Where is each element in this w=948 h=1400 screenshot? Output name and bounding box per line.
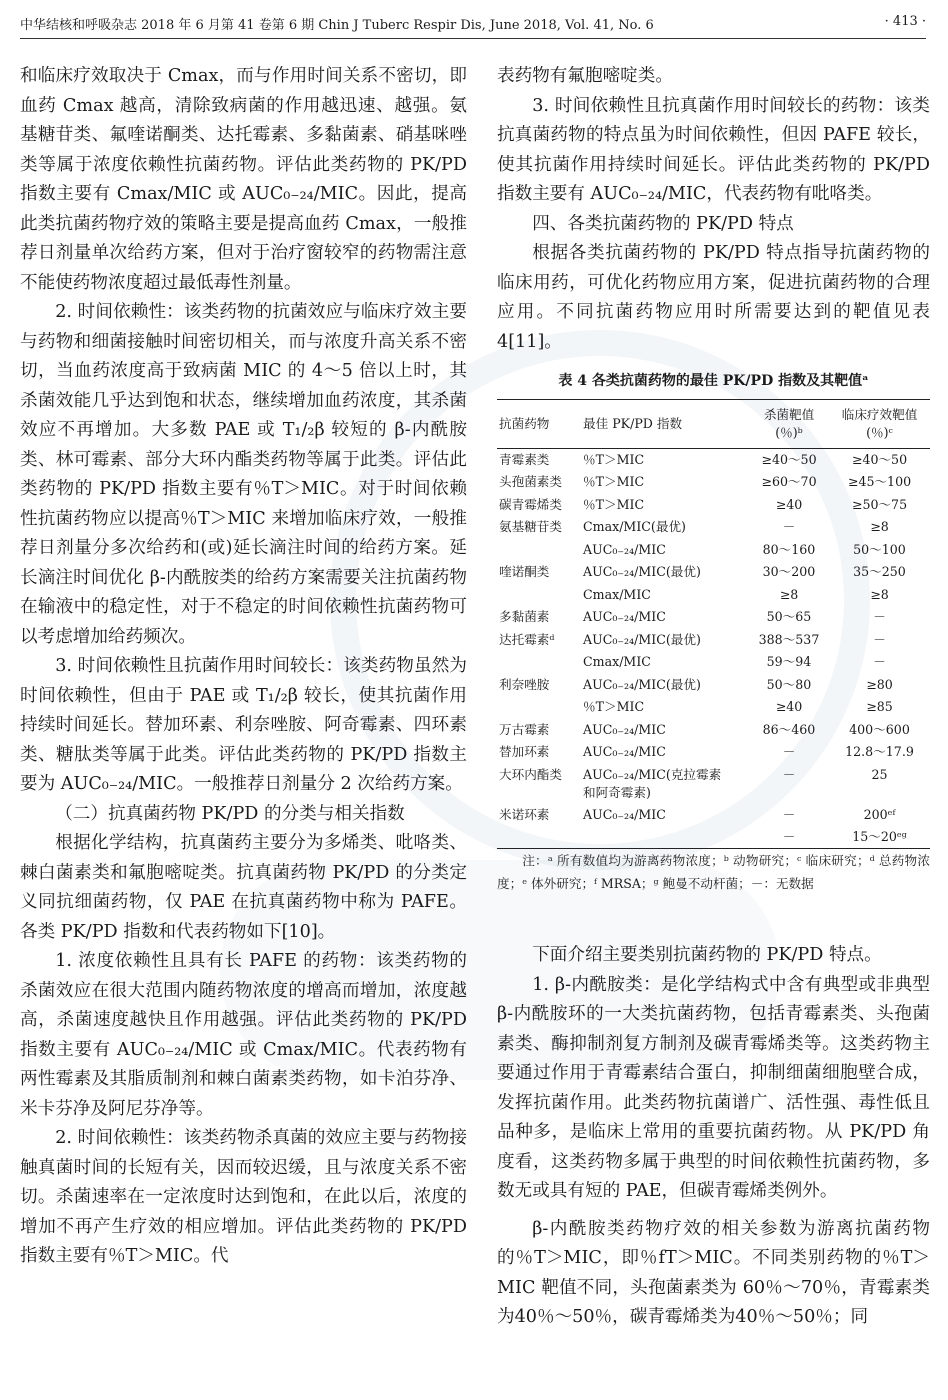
cell-index: AUC₀₋₂₄/MIC: [583, 721, 666, 737]
cell-drug: 氨基糖苷类: [499, 519, 562, 534]
cell-drug: 替加环素: [499, 744, 550, 759]
table-row: [497, 629, 930, 652]
header-rule: [20, 38, 926, 39]
cell-drug: [497, 539, 581, 562]
cell-bactericidal: 30～200: [762, 564, 816, 579]
cell-bactericidal: 80～160: [762, 541, 816, 557]
cell-index: AUC₀₋₂₄/MIC(最优): [583, 564, 701, 579]
cell-clinical: 15～20ᵉᵍ: [852, 829, 907, 844]
cell-bactericidal: 50～80: [766, 676, 812, 692]
cell-clinical: －: [873, 654, 886, 669]
table-row: [497, 719, 930, 742]
table-row: [497, 606, 930, 629]
journal-citation: 中华结核和呼吸杂志 2018 年 6 月第 41 卷第 6 期 Chin J Tuberc Respir Dis, June 2018, Vol. 41, No. 6: [20, 18, 654, 33]
cell-index: Cmax/MIC: [583, 586, 651, 602]
cell-drug: [497, 584, 581, 607]
cell-index: Cmax/MIC(最优): [583, 519, 686, 534]
paragraph-beta-lactam-target: β-内酰胺类药物疗效的相关参数为游离抗菌药物的％T＞MIC，即％fT＞MIC。不同类别药物的％T＞MIC 靶值不同，头孢菌素类为 60％～70％，青霉素类为40％～50％，碳青霉烯类为40％～50％；同: [497, 1218, 930, 1327]
right-column: [497, 62, 930, 1333]
table-row: [497, 741, 930, 764]
cell-clinical: 12.8～17.9: [845, 744, 914, 759]
table-row: [497, 826, 930, 849]
table-header-drug: 抗菌药物: [499, 416, 550, 431]
table-header-row: [497, 400, 930, 449]
cell-bactericidal: ≥40: [775, 496, 803, 512]
table-header-bactericidal: 杀菌靶值 (％)ᵇ: [763, 407, 815, 440]
cell-bactericidal: 59～94: [766, 654, 812, 669]
cell-drug: 万古霉素: [499, 721, 550, 737]
table-row: [497, 696, 930, 719]
cell-clinical: ≥80: [866, 676, 893, 692]
cell-drug: 头孢菌素类: [499, 474, 562, 489]
cell-index: AUC₀₋₂₄/MIC: [583, 744, 666, 759]
cell-drug: 利奈唑胺: [499, 676, 550, 692]
section-heading-pkpd-features: 四、各类抗菌药物的 PK/PD 特点: [532, 213, 794, 234]
cell-drug: 青霉素类: [499, 452, 550, 467]
paragraph-pkpd-intro: 根据各类抗菌药物的 PK/PD 特点指导抗菌药物的临床用药，可优化药物应用方案，促进抗菌药物的合理应用。不同抗菌药物应用时所需要达到的靶值见表 4[11]。: [497, 243, 930, 352]
paragraph-antifungal-time-long: 3. 时间依赖性且抗真菌作用时间较长的药物：该类抗真菌药物的特点虽为时间依赖性，但因 PAFE 较长，使其抗菌作用持续时间延长。评估此类药物的 PK/PD 指数主要有 AUC₀₋₂₄/MIC，代表药物有吡咯类。: [497, 95, 930, 204]
cell-bactericidal: 50～65: [766, 609, 812, 624]
cell-bactericidal: ≥8: [779, 586, 799, 602]
cell-bactericidal: －: [782, 829, 796, 844]
paragraph-time-dependent: 2. 时间依赖性：该类药物的抗菌效应与临床疗效主要与药物和细菌接触时间密切相关，而与浓度升高关系不密切，当血药浓度高于致病菌 MIC 的 4～5 倍以上时，其杀菌效能几乎达到饱和状态，继续增加血药浓度，其杀菌效应不再增加。大多数 PAE 或 T₁/₂β 较短的 β-内酰胺类、林可霉素、部分大环内酯类药物等属于此类。评估此类药物的 PK/PD 指数主要有％T＞MIC。对于时间依赖性抗菌药物应以提高％T＞MIC 来增加临床疗效，一般推荐日剂量分多次给药和(或)延长滴注时间的给药方案。延长滴注时间优化 β-内酰胺类的给药方案需要关注抗菌药物在输液中的稳定性，对于不稳定的时间依赖性抗菌药物可以考虑增加给药频次。: [20, 302, 467, 647]
cell-clinical: －: [873, 609, 886, 624]
cell-bactericidal: ≥40～50: [761, 452, 817, 467]
cell-index: AUC₀₋₂₄/MIC: [583, 609, 666, 624]
table-row: [497, 674, 930, 697]
cell-bactericidal: ≥60～70: [761, 474, 817, 489]
paragraph-antifungal-time: 2. 时间依赖性：该类药物杀真菌的效应主要与药物接触真菌时间的长短有关，因而较迟缓，且与浓度关系不密切。杀菌速率在一定浓度时达到饱和，在此以后，浓度的增加不再产生疗效的相应增加。评估此类药物的 PK/PD 指数主要有％T＞MIC。代: [20, 1128, 467, 1266]
table-row: [497, 449, 930, 472]
cell-clinical: －: [873, 631, 886, 647]
cell-clinical: ≥50～75: [851, 496, 908, 512]
paragraph-continued: 表药物有氟胞嘧啶类。: [497, 66, 673, 86]
cell-drug: [497, 826, 581, 849]
cell-bactericidal: 86～460: [762, 721, 816, 737]
table-row: [497, 494, 930, 517]
cell-bactericidal: －: [782, 744, 796, 759]
cell-index: ％T＞MIC: [583, 496, 645, 512]
table-row: [497, 764, 930, 804]
cell-index: AUC₀₋₂₄/MIC(最优): [583, 631, 701, 647]
left-column: [20, 62, 467, 1272]
cell-index: AUC₀₋₂₄/MIC(克拉霉素 和阿奇霉素): [583, 766, 722, 800]
cell-index: Cmax/MIC: [583, 654, 651, 669]
cell-clinical: ≥45～100: [847, 474, 912, 489]
cell-clinical: 200ᵉᶠ: [863, 806, 896, 822]
table-row: [497, 584, 930, 607]
cell-clinical: 35～250: [853, 564, 906, 579]
cell-index: ％T＞MIC: [583, 452, 645, 467]
table-caption: 表 4 各类抗菌药物的最佳 PK/PD 指数及其靶值ᵃ: [558, 373, 869, 389]
paragraph-antifungal-concentration: 1. 浓度依赖性且具有长 PAFE 的药物：该类药物的杀菌效应在很大范围内随药物浓度的增高而增加，浓度越高，杀菌速度越快且作用越强。评估此类药物的 PK/PD 指数主要有 AUC₀₋₂₄/MIC 或 Cmax/MIC。代表药物有两性霉素及其脂质制剂和棘白菌素类药物，如卡泊芬净、米卡芬净及阿尼芬净等。: [20, 951, 467, 1119]
cell-drug: 米诺环素: [499, 806, 550, 822]
table-header-index: 最佳 PK/PD 指数: [583, 416, 683, 431]
cell-clinical: 400～600: [849, 721, 910, 737]
cell-drug: [497, 696, 581, 719]
cell-index: ％T＞MIC: [583, 699, 645, 714]
cell-bactericidal: －: [782, 766, 796, 782]
cell-bactericidal: ≥40: [775, 699, 803, 714]
cell-index: ％T＞MIC: [583, 474, 645, 489]
pkpd-target-table: [497, 399, 930, 849]
cell-drug: 喹诺酮类: [499, 564, 550, 579]
cell-index: AUC₀₋₂₄/MIC(最优): [583, 676, 701, 692]
paragraph-beta-lactam: 1. β-内酰胺类：是化学结构式中含有典型或非典型 β-内酰胺环的一大类抗菌药物，包括青霉素类、头孢菌素类、酶抑制剂复方制剂及碳青霉烯类等。这类药物主要通过作用于青霉素结合蛋白，抑制细菌细胞壁合成，发挥抗菌作用。此类药物抗菌谱广、活性强、毒性低且品种多，是临床上常用的重要抗菌药物。从 PK/PD 角度看，这类药物多属于典型的时间依赖性抗菌药物，多数无或具有短的 PAE，但碳青霉烯类例外。: [497, 974, 930, 1201]
cell-bactericidal: －: [782, 519, 796, 534]
paragraph-concentration-dependent: 和临床疗效取决于 Cmax，而与作用时间关系不密切，即血药 Cmax 越高，清除致病菌的作用越迅速、越强。氨基糖苷类、氟喹诺酮类、达托霉素、多黏菌素、硝基咪唑类等属于浓度依赖性抗菌药物。评估此类药物的 PK/PD 指数主要有 Cmax/MIC 或 AUC₀₋₂₄/MIC。因此，提高此类抗菌药物疗效的策略主要是提高血药 Cmax，一般推荐日剂量单次给药方案，但对于治疗窗较窄的药物需注意不能使药物浓度超过最低毒性剂量。: [20, 66, 467, 293]
paragraph-time-dependent-long: 3. 时间依赖性且抗菌作用时间较长：该类药物虽然为时间依赖性，但由于 PAE 或 T₁/₂β 较长，使其抗菌作用持续时间延长。替加环素、利奈唑胺、阿奇霉素、四环素类、糖肽类等属于此类。评估此类药物的 PK/PD 指数主要为 AUC₀₋₂₄/MIC。一般推荐日剂量分 2 次给药方案。: [20, 656, 467, 794]
cell-clinical: ≥85: [866, 699, 893, 714]
cell-index: AUC₀₋₂₄/MIC: [583, 806, 666, 822]
cell-bactericidal: －: [782, 806, 796, 822]
table-row: [497, 471, 930, 494]
paragraph-antifungal-intro: 根据化学结构，抗真菌药主要分为多烯类、吡咯类、棘白菌素类和氟胞嘧啶类。抗真菌药物 PK/PD 的分类定义同抗细菌药物，仅 PAE 在抗真菌药物中称为 PAFE。各类 PK/PD 指数和代表药物如下[10]。: [20, 833, 467, 942]
table-body: [497, 449, 930, 849]
table-header-clinical: 临床疗效靶值 (％)ᶜ: [841, 407, 918, 440]
page-number: · 413 ·: [884, 14, 926, 29]
table-row: [497, 651, 930, 674]
cell-index: [581, 826, 749, 849]
cell-bactericidal: 388～537: [758, 631, 820, 647]
paragraph-major-classes: 下面介绍主要类别抗菌药物的 PK/PD 特点。: [532, 945, 882, 965]
table-row: [497, 561, 930, 584]
cell-drug: 多黏菌素: [499, 609, 550, 624]
cell-drug: [497, 651, 581, 674]
cell-drug: 碳青霉烯类: [499, 496, 562, 512]
table-note: 注：ᵃ 所有数值均为游离药物浓度；ᵇ 动物研究；ᶜ 临床研究；ᵈ 总药物浓度；ᵉ 体外研究；ᶠ MRSA；ᵍ 鲍曼不动杆菌；－：无数据: [497, 853, 930, 891]
cell-clinical: ≥8: [870, 586, 889, 602]
cell-clinical: 25: [871, 766, 888, 782]
cell-clinical: 50～100: [853, 541, 906, 557]
table-row: [497, 516, 930, 539]
table-row: [497, 539, 930, 562]
table-row: [497, 804, 930, 827]
cell-drug: 大环内酯类: [499, 766, 562, 782]
cell-clinical: ≥40～50: [851, 452, 908, 467]
running-head: [20, 14, 926, 34]
cell-clinical: ≥8: [870, 519, 889, 534]
section-heading-antifungal: （二）抗真菌药物 PK/PD 的分类与相关指数: [55, 803, 405, 824]
cell-drug: 达托霉素ᵈ: [499, 631, 555, 647]
cell-index: AUC₀₋₂₄/MIC: [583, 541, 666, 557]
